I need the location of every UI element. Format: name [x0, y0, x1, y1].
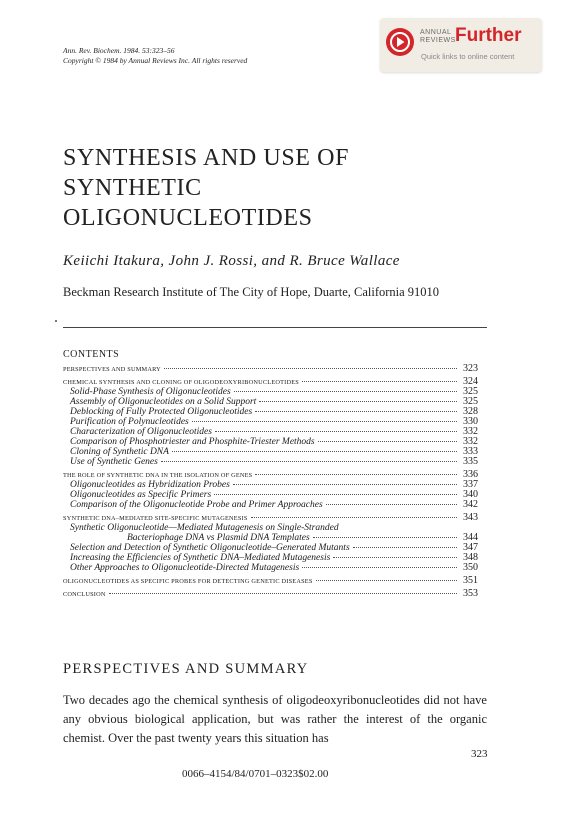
toc-leader-dots	[251, 517, 457, 518]
toc-section-entry[interactable]	[63, 513, 487, 523]
article-title	[63, 143, 349, 233]
toc-leader-dots	[326, 504, 457, 505]
toc-subsection-entry[interactable]	[63, 533, 487, 543]
title-line: OLIGONUCLEOTIDES	[63, 205, 313, 231]
toc-leader-dots	[215, 431, 457, 432]
toc-entry-label: THE ROLE OF SYNTHETIC DNA IN THE ISOLATION OF GENES	[63, 472, 253, 479]
toc-entry-label: Solid-Phase Synthesis of Oligonucleotides	[70, 387, 231, 397]
toc-entry-page: 343	[463, 512, 478, 523]
toc-entry-label: Oligonucleotides as Specific Primers	[70, 490, 212, 500]
toc-entry-page: 332	[463, 426, 478, 437]
toc-subsection-entry[interactable]	[63, 553, 487, 563]
toc-entry-label: CHEMICAL SYNTHESIS AND CLONING OF OLIGODEOXYRIBONUCLEOTIDES	[63, 379, 299, 386]
play-arrow-icon	[386, 28, 414, 56]
toc-entry-label: Synthetic Oligonucleotide—Mediated Mutagenesis on Single-Stranded	[70, 523, 339, 533]
toc-entry-page: 323	[463, 363, 478, 374]
toc-leader-dots	[316, 580, 457, 581]
article-affiliation: Beckman Research Institute of The City of Hope, Duarte, California 91010	[63, 285, 440, 299]
toc-entry-label: Selection and Detection of Synthetic Oligonucleotide–Generated Mutants	[70, 543, 350, 553]
toc-subsection-entry[interactable]	[63, 523, 487, 533]
title-line: SYNTHETIC	[63, 175, 202, 201]
toc-leader-dots	[333, 557, 457, 558]
toc-section-entry[interactable]	[63, 589, 487, 599]
toc-entry-page: 353	[463, 588, 478, 599]
toc-entry-page: 328	[463, 406, 478, 417]
margin-mark	[55, 320, 57, 322]
toc-subsection-entry[interactable]	[63, 437, 487, 447]
toc-section-entry[interactable]	[63, 377, 487, 387]
toc-entry-page: 348	[463, 552, 478, 563]
badge-subtext: Quick links to online content	[421, 52, 515, 61]
toc-leader-dots	[255, 474, 457, 475]
toc-entry-page: 325	[463, 396, 478, 407]
toc-entry-page: 351	[463, 575, 478, 586]
toc-entry-label: Use of Synthetic Genes	[70, 457, 158, 467]
body-paragraph: Two decades ago the chemical synthesis of oligodeoxyribonucleotides did not have any obvious biological application, but was rather the interest of the organic chemist. Over the past twenty years this situation has	[63, 693, 487, 745]
toc-entry-label: SYNTHETIC DNA–MEDIATED SITE-SPECIFIC MUTAGENESIS	[63, 515, 248, 522]
toc-leader-dots	[192, 421, 457, 422]
toc-subsection-entry[interactable]	[63, 417, 487, 427]
toc-leader-dots	[313, 537, 457, 538]
toc-entry-page: 324	[463, 376, 478, 387]
toc-entry-label: Other Approaches to Oligonucleotide-Directed Mutagenesis	[70, 563, 300, 573]
further-links-badge[interactable]	[380, 18, 542, 72]
toc-leader-dots	[109, 593, 457, 594]
title-line: SYNTHESIS AND USE OF	[63, 145, 350, 171]
toc-entry-page: 342	[463, 499, 478, 510]
toc-entry-page: 347	[463, 542, 478, 553]
toc-leader-dots	[172, 451, 457, 452]
toc-leader-dots	[302, 567, 457, 568]
toc-entry-label: Deblocking of Fully Protected Oligonucleotides	[70, 407, 253, 417]
toc-leader-dots	[161, 461, 457, 462]
toc-entry-page: 337	[463, 479, 478, 490]
toc-entry-label: Bacteriophage DNA vs Plasmid DNA Templates	[127, 533, 310, 543]
toc-leader-dots	[214, 494, 457, 495]
toc-entry-page: 336	[463, 469, 478, 480]
toc-entry-page: 332	[463, 436, 478, 447]
toc-subsection-entry[interactable]	[63, 387, 487, 397]
toc-subsection-entry[interactable]	[63, 490, 487, 500]
toc-entry-label: Oligonucleotides as Hybridization Probes	[70, 480, 230, 490]
toc-entry-page: 344	[463, 532, 478, 543]
toc-subsection-entry[interactable]	[63, 543, 487, 553]
toc-entry-page: 330	[463, 416, 478, 427]
toc-section-entry[interactable]	[63, 576, 487, 586]
badge-reviews-label: REVIEWS	[420, 37, 456, 44]
toc-entry-label: Cloning of Synthetic DNA	[70, 447, 169, 457]
toc-section-entry[interactable]	[63, 470, 487, 480]
toc-entry-label: Comparison of the Oligonucleotide Probe and Primer Approaches	[70, 500, 323, 510]
toc-leader-dots	[259, 401, 457, 402]
toc-entry-label: CONCLUSION	[63, 591, 106, 598]
toc-entry-label: Assembly of Oligonucleotides on a Solid Support	[70, 397, 257, 407]
section-heading: PERSPECTIVES AND SUMMARY	[63, 661, 309, 677]
toc-subsection-entry[interactable]	[63, 563, 487, 573]
toc-entry-page: 340	[463, 489, 478, 500]
toc-entry-label: Purification of Polynucleotides	[70, 417, 189, 427]
article-authors: Keiichi Itakura, John J. Rossi, and R. Bruce Wallace	[63, 253, 400, 269]
toc-subsection-entry[interactable]	[63, 397, 487, 407]
toc-leader-dots	[234, 391, 457, 392]
article-code: 0066–4154/84/0701–0323$02.00	[182, 768, 329, 780]
toc-entry-page: 325	[463, 386, 478, 397]
badge-annual-label: ANNUAL	[420, 29, 452, 36]
toc-section-entry[interactable]	[63, 364, 487, 374]
toc-entry-label: PERSPECTIVES AND SUMMARY	[63, 366, 161, 373]
divider-rule	[63, 327, 487, 328]
toc-entry-label: Characterization of Oligonucleotides	[70, 427, 212, 437]
toc-leader-dots	[318, 441, 457, 442]
journal-citation: Ann. Rev. Biochem. 1984. 53:323–56	[63, 46, 175, 55]
toc-leader-dots	[255, 411, 457, 412]
toc-entry-label: Increasing the Efficiencies of Synthetic DNA–Mediated Mutagenesis	[70, 553, 331, 563]
toc-subsection-entry[interactable]	[63, 407, 487, 417]
copyright-notice: Copyright © 1984 by Annual Reviews Inc. All rights reserved	[63, 56, 248, 65]
contents-heading: CONTENTS	[63, 349, 120, 360]
toc-subsection-entry[interactable]	[63, 447, 487, 457]
toc-entry-label: OLIGONUCLEOTIDES AS SPECIFIC PROBES FOR DETECTING GENETIC DISEASES	[63, 578, 313, 585]
badge-further-label: Further	[455, 25, 522, 46]
toc-entry-page: 335	[463, 456, 478, 467]
page-number: 323	[471, 748, 488, 760]
toc-leader-dots	[302, 381, 457, 382]
toc-entry-page: 333	[463, 446, 478, 457]
toc-subsection-entry[interactable]	[63, 457, 487, 467]
toc-subsection-entry[interactable]	[63, 427, 487, 437]
toc-subsection-entry[interactable]	[63, 480, 487, 490]
toc-leader-dots	[353, 547, 457, 548]
toc-entry-label: Comparison of Phosphotriester and Phosphite-Triester Methods	[70, 437, 315, 447]
toc-leader-dots	[164, 368, 457, 369]
toc-entry-page: 350	[463, 562, 478, 573]
table-of-contents	[63, 364, 487, 599]
toc-leader-dots	[233, 484, 457, 485]
citation-header	[63, 46, 247, 66]
toc-subsection-entry[interactable]	[63, 500, 487, 510]
